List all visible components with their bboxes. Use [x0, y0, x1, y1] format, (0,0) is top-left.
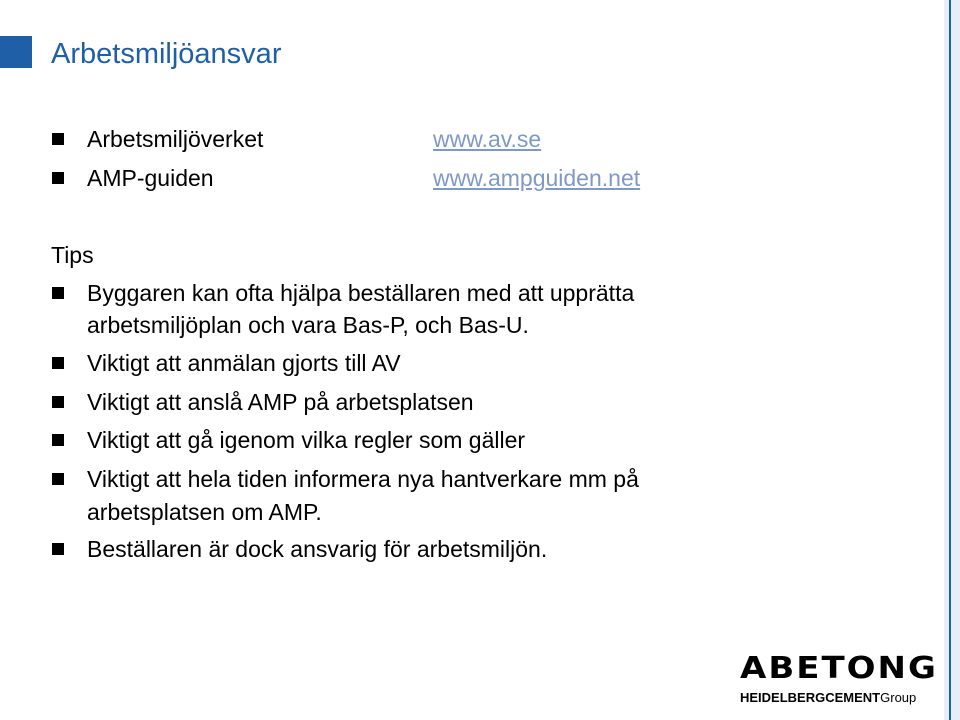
bullet-square-icon [52, 133, 64, 145]
logo-wordmark: ABETONG [740, 650, 938, 687]
company-logo [740, 650, 938, 705]
link-ampguiden[interactable]: www.ampguiden.net [433, 165, 641, 191]
logo-group-bold: HEIDELBERGCEMENT [740, 690, 881, 705]
link-av[interactable]: www.av.se [433, 126, 542, 152]
tips-heading: Tips [51, 242, 94, 268]
tip-item: Viktigt att gå igenom vilka regler som gäller [87, 427, 526, 453]
tip-item: Viktigt att anmälan gjorts till AV [87, 350, 401, 376]
tip-item: Beställaren är dock ansvarig för arbetsmiljön. [87, 536, 548, 562]
resource-label-av: Arbetsmiljöverket [87, 126, 264, 152]
tip-item: Viktigt att hela tiden informera nya hantverkare mm på [87, 466, 639, 492]
logo-group-line [740, 691, 920, 705]
bullet-square-icon [52, 172, 64, 184]
bullet-square-icon [52, 287, 64, 299]
tip-item: Viktigt att anslå AMP på arbetsplatsen [87, 389, 474, 415]
bullet-square-icon [52, 357, 64, 369]
right-edge-band [944, 0, 960, 720]
title-accent-square [0, 36, 32, 68]
tip-item-continuation: arbetsplatsen om AMP. [87, 499, 322, 525]
bullet-square-icon [52, 396, 64, 408]
tip-item-continuation: arbetsmiljöplan och vara Bas-P, och Bas-U. [87, 312, 529, 338]
logo-group-regular: Group [880, 690, 917, 705]
tip-item: Byggaren kan ofta hjälpa beställaren med att upprätta [87, 280, 635, 306]
resource-label-ampguiden: AMP-guiden [87, 165, 214, 191]
bullet-square-icon [52, 473, 64, 485]
bullet-square-icon [52, 543, 64, 555]
right-edge-line [949, 0, 951, 720]
bullet-square-icon [52, 434, 64, 446]
slide-title: Arbetsmiljöansvar [51, 38, 282, 70]
